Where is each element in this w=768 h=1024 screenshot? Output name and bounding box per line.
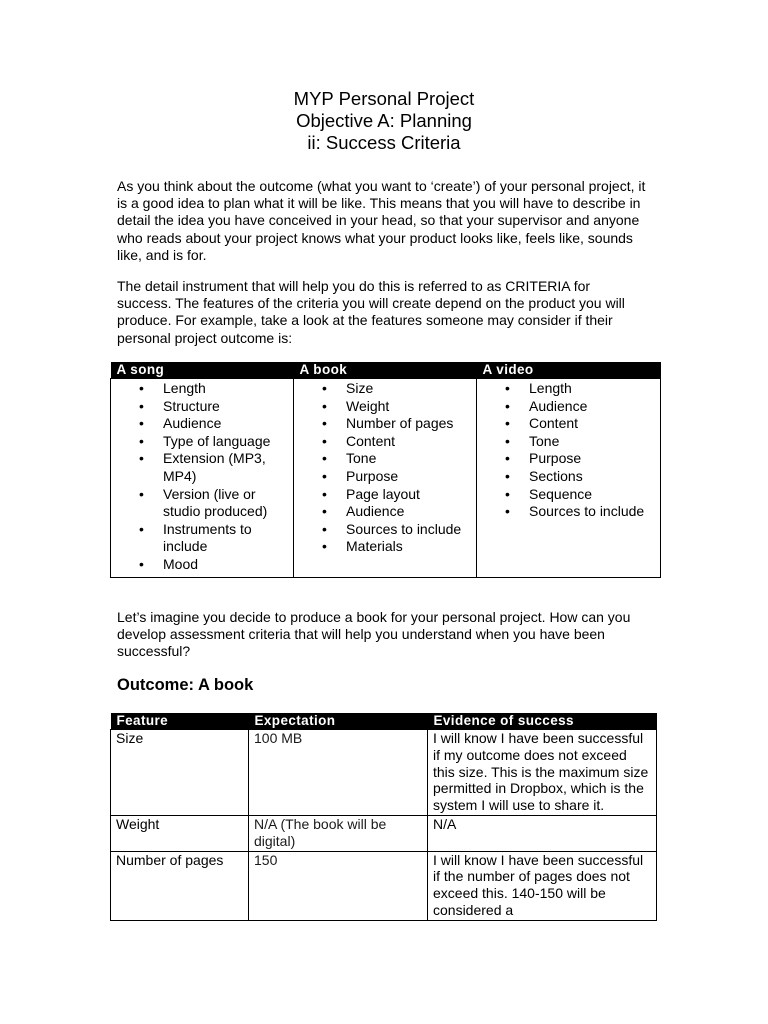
criteria-header-feature: Feature (111, 713, 249, 730)
table-row (111, 815, 657, 851)
list-item: • Version (live or studio produced) (163, 486, 293, 521)
evidence-cell: I will know I have been successful if the number of pages does not exceed this. 140-150 will be considered a (428, 851, 657, 920)
expectation-cell: N/A (The book will be digital) (249, 815, 428, 851)
title-line-2: Objective A: Planning (296, 110, 472, 131)
expectation-cell: 100 MB (249, 730, 428, 816)
list-item: • Structure (163, 398, 293, 416)
document-title (0, 88, 768, 154)
list-item: • Mood (163, 556, 293, 574)
feature-cell: Number of pages (111, 851, 249, 920)
list-item: • Length (529, 380, 660, 398)
list-item: • Number of pages (346, 415, 476, 433)
criteria-header-expectation: Expectation (249, 713, 428, 730)
list-item: • Sources to include (346, 521, 476, 539)
features-header-video: A video (477, 362, 661, 379)
list-item: • Materials (346, 538, 476, 556)
criteria-header-row (111, 713, 657, 730)
evidence-cell: I will know I have been successful if my outcome does not exceed this size. This is the maximum size permitted in Dropbox, which is the system I will use to share it. (428, 730, 657, 816)
features-body-row (111, 379, 661, 578)
list-item: • Size (346, 380, 476, 398)
intro-paragraph-1: As you think about the outcome (what you want to ‘create’) of your personal project, it is a good idea to plan what it will be like. This means that you will have to describe in detail the idea you have conceived in your head, so that your supervisor and anyone who reads about your project knows what your product looks like, feels like, sounds like, and is for. (117, 178, 646, 263)
list-item: • Content (529, 415, 660, 433)
list-item: • Purpose (529, 450, 660, 468)
features-header-row (111, 362, 661, 379)
criteria-header-evidence: Evidence of success (428, 713, 657, 730)
criteria-table (110, 713, 657, 921)
features-table (110, 362, 661, 578)
intro-paragraph-2: The detail instrument that will help you do this is referred to as CRITERIA for success. The features of the criteria you will create depend on the product you will produce. For example, take a look at the features someone may consider if their personal project outcome is: (117, 278, 625, 346)
list-item: • Content (346, 433, 476, 451)
title-line-3: ii: Success Criteria (307, 132, 461, 153)
outcome-heading: Outcome: A book (117, 676, 254, 694)
features-cell-book (294, 379, 477, 578)
list-item: • Type of language (163, 433, 293, 451)
features-header-book: A book (294, 362, 477, 379)
list-item: • Audience (529, 398, 660, 416)
list-item: • Length (163, 380, 293, 398)
list-item: • Extension (MP3, MP4) (163, 450, 293, 485)
list-item: • Audience (346, 503, 476, 521)
list-item: • Instruments to include (163, 521, 293, 556)
book-feature-list (294, 380, 476, 556)
title-line-1: MYP Personal Project (293, 88, 475, 109)
evidence-cell: N/A (428, 815, 657, 851)
list-item: • Tone (346, 450, 476, 468)
book-scenario-paragraph: Let’s imagine you decide to produce a book for your personal project. How can you develop assessment criteria that will help you understand when you have been successful? (117, 609, 631, 660)
features-cell-video (477, 379, 661, 578)
feature-cell: Weight (111, 815, 249, 851)
song-feature-list (111, 380, 293, 574)
list-item: • Sections (529, 468, 660, 486)
list-item: • Sequence (529, 486, 660, 504)
list-item: • Weight (346, 398, 476, 416)
list-item: • Tone (529, 433, 660, 451)
features-cell-song (111, 379, 294, 578)
feature-cell: Size (111, 730, 249, 816)
list-item: • Purpose (346, 468, 476, 486)
table-row (111, 851, 657, 920)
video-feature-list (477, 380, 660, 521)
list-item: • Page layout (346, 486, 476, 504)
expectation-cell: 150 (249, 851, 428, 920)
list-item: • Audience (163, 415, 293, 433)
features-header-song: A song (111, 362, 294, 379)
table-row (111, 730, 657, 816)
list-item: • Sources to include (529, 503, 660, 521)
